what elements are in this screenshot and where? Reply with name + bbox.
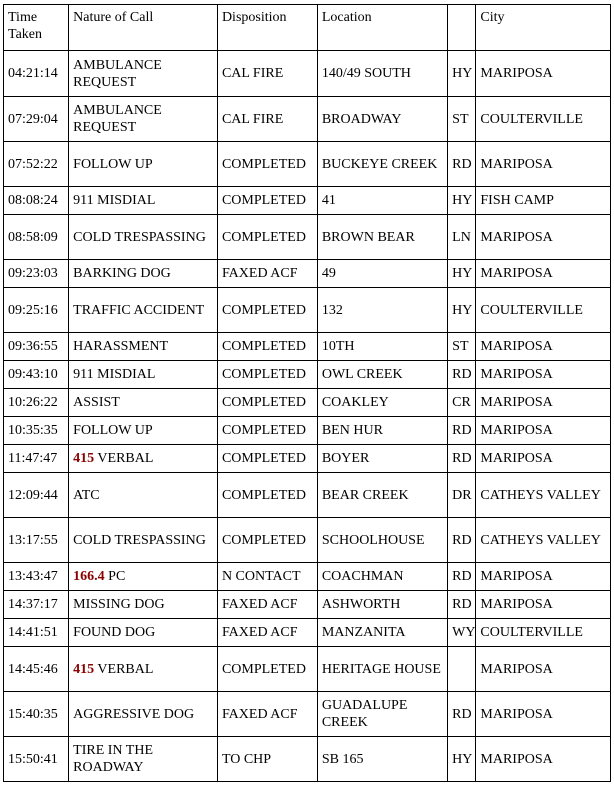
table-row	[4, 260, 610, 288]
cell-street-suffix: RD	[448, 518, 476, 563]
call-log-table	[3, 4, 611, 782]
cell-location: BROADWAY	[318, 97, 448, 142]
cell-street-suffix: LN	[448, 215, 476, 260]
cell-city: CATHEYS VALLEY	[476, 518, 610, 563]
cell-nature	[69, 647, 218, 692]
cell-time: 07:52:22	[4, 142, 69, 187]
cell-location: COACHMAN	[318, 563, 448, 591]
cell-time: 04:21:14	[4, 51, 69, 97]
table-row	[4, 333, 610, 361]
cell-city: CATHEYS VALLEY	[476, 473, 610, 518]
cell-nature	[69, 389, 218, 417]
cell-city: COULTERVILLE	[476, 619, 610, 647]
cell-street-suffix: RD	[448, 563, 476, 591]
cell-disposition: CAL FIRE	[218, 97, 318, 142]
cell-street-suffix: RD	[448, 445, 476, 473]
nature-text: ASSIST	[73, 395, 120, 410]
cell-nature	[69, 215, 218, 260]
nature-text: FOLLOW UP	[73, 423, 153, 438]
cell-time: 10:26:22	[4, 389, 69, 417]
header-city: City	[476, 5, 610, 51]
cell-city: COULTERVILLE	[476, 288, 610, 333]
cell-street-suffix: RD	[448, 142, 476, 187]
cell-disposition: COMPLETED	[218, 142, 318, 187]
cell-nature	[69, 333, 218, 361]
cell-nature	[69, 692, 218, 737]
cell-disposition: COMPLETED	[218, 518, 318, 563]
nature-text: VERBAL	[94, 661, 154, 677]
nature-text: BARKING DOG	[73, 266, 171, 281]
header-location: Location	[318, 5, 448, 51]
table-row	[4, 619, 610, 647]
cell-city: FISH CAMP	[476, 187, 610, 215]
cell-time: 09:25:16	[4, 288, 69, 333]
table-row	[4, 647, 610, 692]
cell-disposition: COMPLETED	[218, 647, 318, 692]
cell-city: MARIPOSA	[476, 563, 610, 591]
table-row	[4, 361, 610, 389]
nature-text: FOUND DOG	[73, 625, 156, 640]
cell-location: OWL CREEK	[318, 361, 448, 389]
cell-city: COULTERVILLE	[476, 97, 610, 142]
nature-text: PC	[104, 569, 126, 584]
table-row	[4, 215, 610, 260]
cell-location: SB 165	[318, 737, 448, 781]
table-row	[4, 518, 610, 563]
cell-location: BEAR CREEK	[318, 473, 448, 518]
cell-location: 49	[318, 260, 448, 288]
cell-disposition: N CONTACT	[218, 563, 318, 591]
cell-street-suffix: HY	[448, 187, 476, 215]
cell-nature	[69, 97, 218, 142]
cell-location: COAKLEY	[318, 389, 448, 417]
cell-time: 09:23:03	[4, 260, 69, 288]
nature-text: AMBULANCE REQUEST	[73, 57, 162, 90]
penal-code: 166.4	[73, 569, 105, 584]
nature-text: ATC	[73, 487, 100, 503]
cell-location: BEN HUR	[318, 417, 448, 445]
header-nature-of-call: Nature of Call	[69, 5, 218, 51]
header-row	[4, 5, 610, 51]
cell-city: MARIPOSA	[476, 389, 610, 417]
cell-location: ASHWORTH	[318, 591, 448, 619]
cell-city: MARIPOSA	[476, 692, 610, 737]
header-street-suffix	[448, 5, 476, 51]
cell-disposition: FAXED ACF	[218, 619, 318, 647]
cell-nature	[69, 260, 218, 288]
cell-disposition: COMPLETED	[218, 288, 318, 333]
cell-time: 11:47:47	[4, 445, 69, 473]
cell-time: 08:58:09	[4, 215, 69, 260]
cell-disposition: TO CHP	[218, 737, 318, 781]
cell-city: MARIPOSA	[476, 591, 610, 619]
cell-location: HERITAGE HOUSE	[318, 647, 448, 692]
nature-text: COLD TRESPASSING	[73, 532, 206, 548]
table-row	[4, 563, 610, 591]
cell-nature	[69, 473, 218, 518]
cell-time: 09:36:55	[4, 333, 69, 361]
nature-text: AMBULANCE REQUEST	[73, 103, 162, 135]
cell-time: 09:43:10	[4, 361, 69, 389]
cell-disposition: COMPLETED	[218, 333, 318, 361]
cell-street-suffix: HY	[448, 260, 476, 288]
cell-street-suffix: RD	[448, 591, 476, 619]
cell-disposition: FAXED ACF	[218, 591, 318, 619]
nature-text: HARASSMENT	[73, 339, 169, 354]
cell-nature	[69, 288, 218, 333]
cell-nature	[69, 187, 218, 215]
cell-city: MARIPOSA	[476, 51, 610, 97]
cell-time: 08:08:24	[4, 187, 69, 215]
header-disposition: Disposition	[218, 5, 318, 51]
cell-disposition: COMPLETED	[218, 389, 318, 417]
cell-nature	[69, 591, 218, 619]
cell-time: 07:29:04	[4, 97, 69, 142]
cell-nature	[69, 563, 218, 591]
call-log-body	[4, 51, 610, 781]
cell-street-suffix: HY	[448, 288, 476, 333]
cell-disposition: CAL FIRE	[218, 51, 318, 97]
cell-disposition: COMPLETED	[218, 473, 318, 518]
cell-disposition: COMPLETED	[218, 361, 318, 389]
cell-location: 41	[318, 187, 448, 215]
cell-location: 140/49 SOUTH	[318, 51, 448, 97]
cell-location: 132	[318, 288, 448, 333]
cell-city: MARIPOSA	[476, 333, 610, 361]
cell-street-suffix: DR	[448, 473, 476, 518]
cell-street-suffix: HY	[448, 737, 476, 781]
penal-code: 415	[73, 451, 95, 466]
table-row	[4, 142, 610, 187]
cell-city: MARIPOSA	[476, 260, 610, 288]
cell-location: BROWN BEAR	[318, 215, 448, 260]
cell-nature	[69, 445, 218, 473]
table-row	[4, 737, 610, 781]
cell-street-suffix: RD	[448, 692, 476, 737]
cell-location: GUADALUPE CREEK	[318, 692, 448, 737]
cell-nature	[69, 619, 218, 647]
cell-disposition: COMPLETED	[218, 215, 318, 260]
table-row	[4, 288, 610, 333]
cell-city: MARIPOSA	[476, 215, 610, 260]
table-row	[4, 97, 610, 142]
cell-disposition: FAXED ACF	[218, 692, 318, 737]
cell-disposition: COMPLETED	[218, 187, 318, 215]
cell-disposition: FAXED ACF	[218, 260, 318, 288]
cell-time: 13:43:47	[4, 563, 69, 591]
table-row	[4, 445, 610, 473]
cell-nature	[69, 417, 218, 445]
cell-nature	[69, 51, 218, 97]
cell-city: MARIPOSA	[476, 142, 610, 187]
cell-city: MARIPOSA	[476, 417, 610, 445]
cell-location: BUCKEYE CREEK	[318, 142, 448, 187]
cell-time: 12:09:44	[4, 473, 69, 518]
cell-time: 15:40:35	[4, 692, 69, 737]
table-row	[4, 692, 610, 737]
nature-text: VERBAL	[94, 451, 154, 466]
header-time-taken: Time Taken	[4, 5, 69, 51]
cell-time: 10:35:35	[4, 417, 69, 445]
cell-nature	[69, 361, 218, 389]
cell-street-suffix: RD	[448, 417, 476, 445]
cell-disposition: COMPLETED	[218, 445, 318, 473]
cell-time: 14:41:51	[4, 619, 69, 647]
nature-text: 911 MISDIAL	[73, 193, 156, 208]
cell-nature	[69, 142, 218, 187]
table-row	[4, 389, 610, 417]
table-row	[4, 591, 610, 619]
cell-time: 15:50:41	[4, 737, 69, 781]
cell-street-suffix: WY	[448, 619, 476, 647]
nature-text: TRAFFIC ACCIDENT	[73, 302, 205, 318]
cell-street-suffix: RD	[448, 361, 476, 389]
cell-location: MANZANITA	[318, 619, 448, 647]
cell-nature	[69, 737, 218, 781]
cell-street-suffix	[448, 647, 476, 692]
nature-text: COLD TRESPASSING	[73, 229, 206, 245]
nature-text: 911 MISDIAL	[73, 367, 156, 382]
cell-disposition: COMPLETED	[218, 417, 318, 445]
nature-text: AGGRESSIVE DOG	[73, 706, 195, 722]
table-row	[4, 473, 610, 518]
nature-text: FOLLOW UP	[73, 156, 153, 172]
nature-text: TIRE IN THE ROADWAY	[73, 743, 153, 775]
cell-city: MARIPOSA	[476, 445, 610, 473]
cell-time: 14:45:46	[4, 647, 69, 692]
cell-time: 13:17:55	[4, 518, 69, 563]
cell-street-suffix: ST	[448, 333, 476, 361]
cell-street-suffix: CR	[448, 389, 476, 417]
cell-street-suffix: ST	[448, 97, 476, 142]
cell-location: SCHOOLHOUSE	[318, 518, 448, 563]
table-row	[4, 187, 610, 215]
cell-city: MARIPOSA	[476, 361, 610, 389]
cell-location: BOYER	[318, 445, 448, 473]
cell-city: MARIPOSA	[480, 751, 553, 767]
cell-time: 14:37:17	[4, 591, 69, 619]
cell-nature	[69, 518, 218, 563]
cell-street-suffix: HY	[448, 51, 476, 97]
table-row	[4, 51, 610, 97]
table-row	[4, 417, 610, 445]
cell-city: MARIPOSA	[476, 647, 610, 692]
nature-text: MISSING DOG	[73, 597, 165, 612]
penal-code: 415	[73, 661, 95, 677]
cell-location: 10TH	[318, 333, 448, 361]
